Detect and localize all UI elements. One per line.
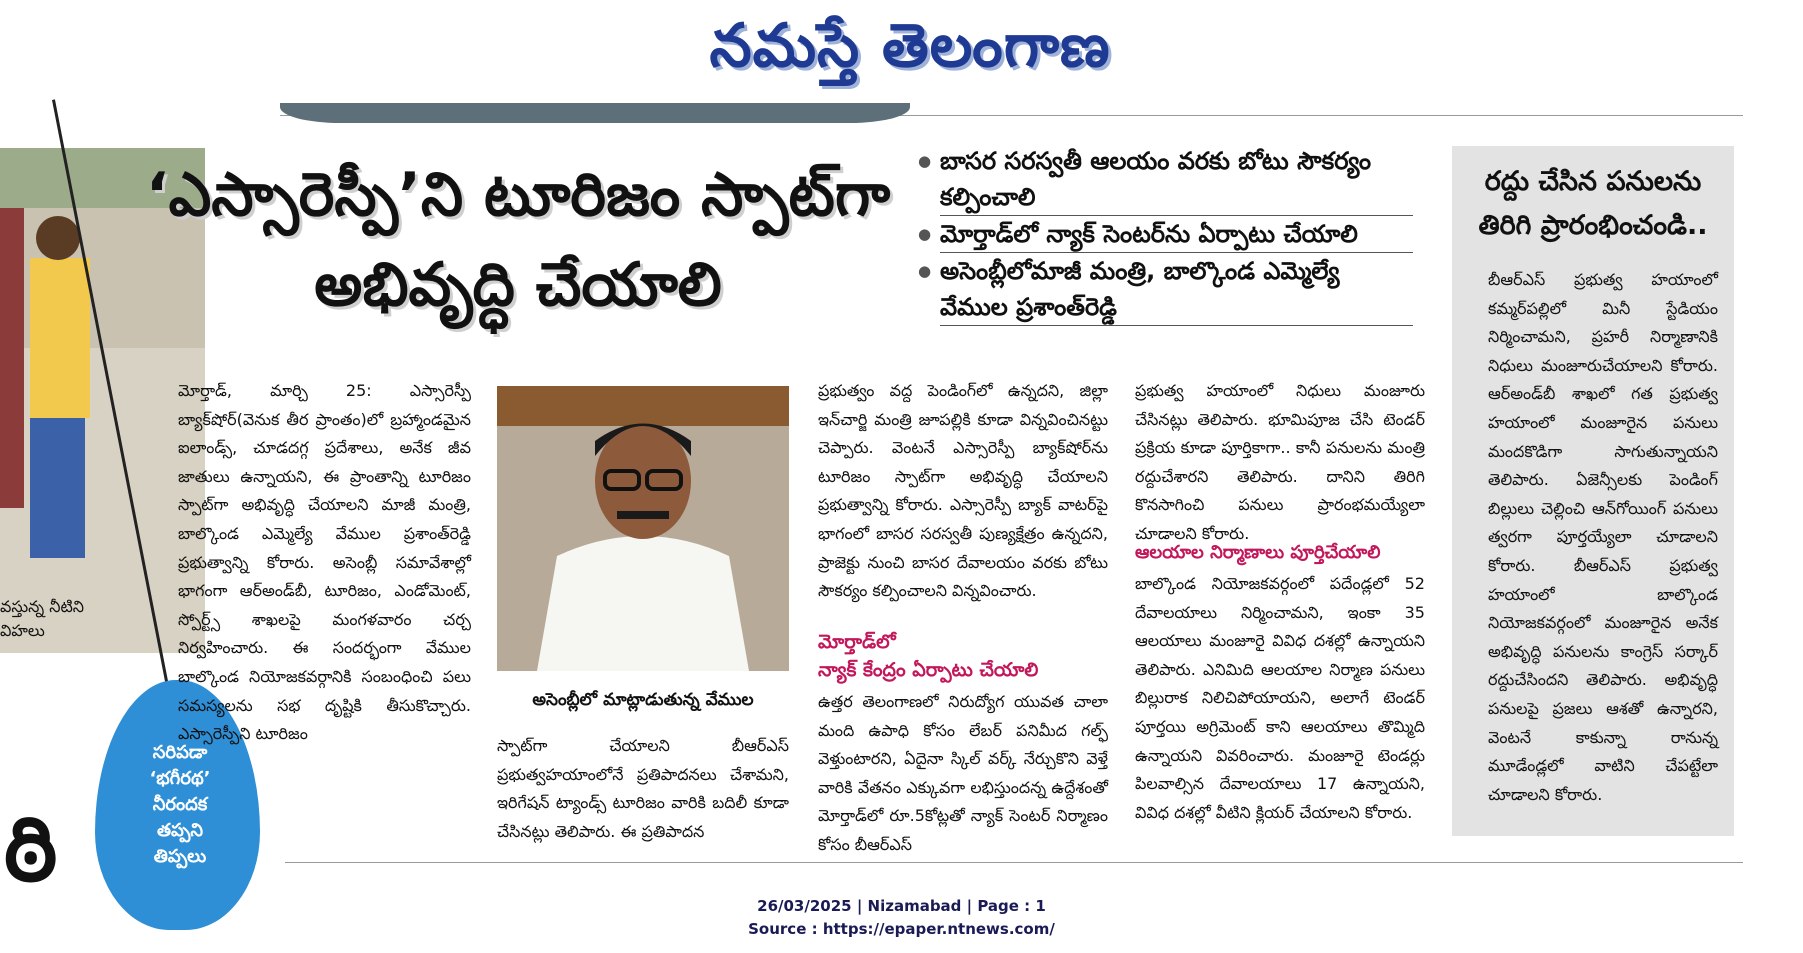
sidebar-title: రద్దు చేసిన పనులను తిరిగి ప్రారంభించండి.. bbox=[1478, 166, 1708, 241]
article-column-3-continued: బాల్కొండ నియోజకవర్గంలో పదేండ్లలో 52 దేవాలయాలు నిర్మించామని, ఇంకా 35 ఆలయాలు మంజూరై వివిధ దశల్లో ఉన్నాయని తెలిపారు. ఎనిమిది ఆలయాల నిర్మాణ పనులు బిల్లురాక నిలిచిపోయాయని, అలాగే టెండర్ పూర్తయి అగ్రిమెంట్ కాని ఆలయాలు తొమ్మిది ఉన్నాయని వివరించారు. మంజూరై టెండర్లు పిలవాల్సిన దేవాలయాలు 17 ఉన్నాయని, వివిధ దశల్లో వీటిని క్లియర్ చేయాలని కోరారు. bbox=[1135, 574, 1425, 822]
bullet-list bbox=[918, 143, 1413, 326]
bullet-text: ● బాసర సరస్వతీ ఆలయం వరకు బోటు సౌకర్యం కల్పించాలి bbox=[940, 143, 1413, 216]
bullet-text: ● అసెంబ్లీలోమాజీ మంత్రి, బాల్కొండ ఎమ్మెల్యే వేముల ప్రశాంత్‌రెడ్డి bbox=[940, 253, 1413, 326]
footer-source-link[interactable]: Source : https://epaper.ntnews.com/ bbox=[748, 920, 1055, 938]
masthead-logo: నమస్తే తెలంగాణ bbox=[709, 11, 1111, 81]
article-column-2: ప్రభుత్వం వద్ద పెండింగ్‌లో ఉన్నదని, జిల్లా ఇన్‌చార్జి మంత్రి జూపల్లికి కూడా విన్నవించినట్టు చెప్పారు. వెంటనే ఎస్సారెస్పీ బ్యాక్‌షోర్‌ను టూరిజం స్పాట్‌గా అభివృద్ధి చేయాలని ప్రభుత్వాన్ని కోరారు. ఎస్సారెస్పీ బ్యాక్ వాటర్‌పై భాగంలో బాసర సరస్వతీ పుణ్యక్షేత్రం ఉన్నదని, ప్రాజెక్టు నుంచి బాసర దేవాలయం వరకు బోటు సౌకర్యం కల్పించాలని విన్నవించారు. bbox=[818, 381, 1108, 601]
article-column-1: మోర్తాడ్, మార్చి 25: ఎస్సారెస్పీ బ్యాక్‌షోర్(వెనుక తీర ప్రాంతం)లో బ్రహ్మాండమైన ఐలాండ్స్, చూడదగ్గ ప్రదేశాలు, అనేక జీవ జాతులు ఉన్నాయని, ఈ ప్రాంతాన్ని టూరిజం స్పాట్‌గా అభివృద్ధి చేయాలని మాజీ మంత్రి, బాల్కొండ ఎమ్మెల్యే వేముల ప్రశాంత్‌రెడ్డి ప్రభుత్వాన్ని కోరారు. అసెంబ్లీ సమావేశాల్లో భాగంగా ఆర్‌అండ్‌బీ, టూరిజం, ఎండోమెంట్, స్పోర్ట్స్ శాఖలపై మంగళవారం చర్చ నిర్వహించారు. ఈ సందర్భంగా వేముల బాల్కొండ నియోజకవర్గానికి సంబంధించి పలు సమస్యలను సభ దృష్టికి తీసుకొచ్చారు. ఎస్సారెస్పీని టూరిజం bbox=[178, 381, 471, 744]
article-column-2-continued: ఉత్తర తెలంగాణలో నిరుద్యోగ యువత చాలా మంది ఉపాధి కోసం లేబర్ పనిమీద గల్ఫ్ వెళ్తుంటారని, ఏదైనా స్కిల్ వర్క్ నేర్చుకొని వెళ్తే వారికి వేతనం ఎక్కువగా లభిస్తుందన్న ఉద్దేశంతో మోర్తాడ్‌లో రూ.5కోట్లతో న్యాక్ సెంటర్ నిర్మాణం కోసం బీఆర్‌ఎస్ bbox=[818, 692, 1108, 854]
drop-big-character: ఠి bbox=[4, 797, 58, 902]
left-photo-caption: వస్తున్న నీటిని విహలు bbox=[0, 597, 85, 640]
bullet-text: ● మోర్తాడ్‌లో న్యాక్ సెంటర్‌ను ఏర్పాటు చేయాలి bbox=[940, 216, 1413, 253]
footer-date-edition: 26/03/2025 | Nizamabad | Page : 1 bbox=[757, 897, 1046, 915]
article-column-3: ప్రభుత్వ హయాంలో నిధులు మంజూరు చేసినట్లు తెలిపారు. భూమిపూజ చేసి టెండర్ ప్రక్రియ కూడా పూర్తికాగా.. కానీ పనులను మంత్రి రద్దుచేశారని తెలిపారు. దానిని తిరిగి కొనసాగించి పనులు ప్రారంభమయ్యేలా చూడాలని కోరారు. bbox=[1135, 381, 1425, 543]
banner-bar bbox=[280, 103, 910, 123]
sidebar-body: బీఆర్‌ఎస్ ప్రభుత్వ హయాంలో కమ్మర్‌పల్లిలో మినీ స్టేడియం నిర్మించామని, ప్రహరీ నిర్మాణానికి నిధులు మంజూరుచేయాలని కోరారు. ఆర్‌అండ్‌బీ శాఖలో గత ప్రభుత్వ హయాంలో మంజూరైన పనులు మందకొడిగా సాగుతున్నాయని తెలిపారు. ఏజెన్సీలకు పెండింగ్ బిల్లులు చెల్లించి ఆన్‌గోయింగ్ పనులు త్వరగా పూర్తయ్యేలా చూడాలని కోరారు. బీఆర్‌ఎస్ ప్రభుత్వ హయాంలో బాల్కొండ నియోజకవర్గంలో మంజూరైన అనేక అభివృద్ధి పనులను కాంగ్రెస్ సర్కార్ రద్దుచేసిందని తెలిపారు. అభివృద్ధి పనులపై ప్రజలు ఆశతో ఉన్నారని, వెంటనే కాకున్నా రానున్న మూడేండ్లలో వాటిని చేపట్టేలా చూడాలని కోరారు. bbox=[1488, 270, 1718, 804]
drop-caption: సరిపడా ‘భగీరథ’ నీరందక తప్పని తిప్పలు bbox=[149, 742, 211, 867]
photo-caption: అసెంబ్లీలో మాట్లాడుతున్న వేముల bbox=[532, 690, 754, 710]
footer bbox=[0, 895, 1803, 941]
bullet-item bbox=[918, 216, 1413, 253]
article-column-photo-below: స్పాట్‌గా చేయాలని బీఆర్‌ఎస్ ప్రభుత్వహయాంలోనే ప్రతిపాదనలు చేశామని, ఇరిగేషన్ ట్యాండ్స్ టూరిజం వారికి బదిలీ కూడా చేసినట్లు తెలిపారు. ఈ ప్రతిపాదన bbox=[497, 736, 789, 841]
article-headline: ‘ఎస్సారెస్పీ’ని టూరిజం స్పాట్‌గా అభివృద్ధి చేయాలి bbox=[145, 160, 891, 320]
subheading-nac-center: మోర్తాడ్‌లో న్యాక్ కేంద్రం ఏర్పాటు చేయాలి bbox=[818, 631, 1039, 681]
bullet-item bbox=[918, 143, 1413, 216]
article-photo bbox=[497, 386, 789, 671]
bullet-item bbox=[918, 253, 1413, 326]
subheading-temples: ఆలయాల నిర్మాణాలు పూర్తిచేయాలి bbox=[1135, 542, 1381, 563]
bottom-rule bbox=[285, 862, 1743, 863]
